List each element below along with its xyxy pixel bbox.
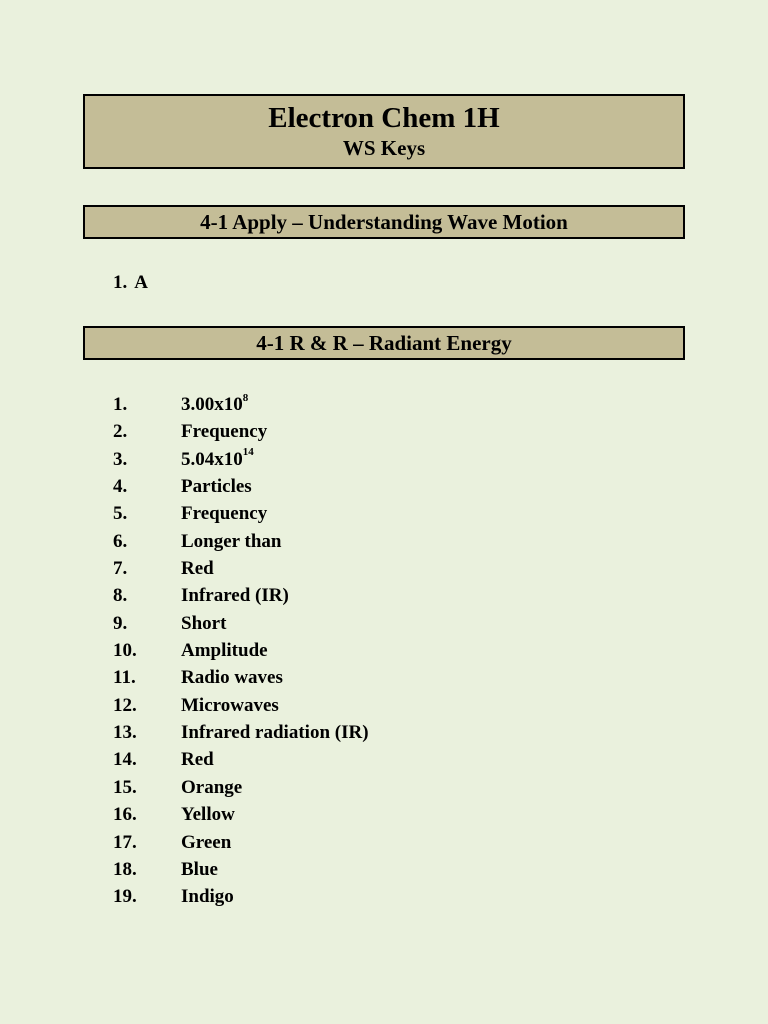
list-item xyxy=(113,418,369,445)
item-answer: A xyxy=(134,272,148,293)
item-answer: Green xyxy=(181,831,232,853)
item-answer: Red xyxy=(181,558,214,580)
item-number: 16. xyxy=(113,804,137,826)
item-answer: Red xyxy=(181,749,214,771)
item-answer: 3.00x10 xyxy=(181,394,243,415)
section-heading-radiant-energy: 4-1 R & R – Radiant Energy xyxy=(83,326,685,360)
item-answer: Amplitude xyxy=(181,640,268,662)
section-heading-wave-motion: 4-1 Apply – Understanding Wave Motion xyxy=(83,205,685,239)
item-number: 9. xyxy=(113,612,128,634)
item-number: 6. xyxy=(113,530,128,552)
list-item xyxy=(113,610,369,637)
item-number: 15. xyxy=(113,776,137,798)
item-number: 2. xyxy=(113,421,128,443)
item-answer: Yellow xyxy=(181,804,235,826)
item-number: 10. xyxy=(113,640,137,662)
item-exponent: 8 xyxy=(242,391,249,404)
list-item xyxy=(113,528,369,555)
list-item xyxy=(113,500,369,527)
item-answer: Infrared (IR) xyxy=(181,585,289,607)
list-item xyxy=(113,829,369,856)
list-item xyxy=(113,664,369,691)
list-item xyxy=(113,801,369,828)
item-answer: Frequency xyxy=(181,503,268,525)
item-answer: Frequency xyxy=(181,421,268,443)
item-answer: Short xyxy=(181,612,227,634)
page-subtitle: WS Keys xyxy=(342,136,426,160)
list-item xyxy=(113,473,369,500)
list-item xyxy=(113,719,369,746)
list-item xyxy=(113,883,369,910)
item-number: 19. xyxy=(113,886,137,908)
answer-list xyxy=(113,391,369,911)
item-answer: Blue xyxy=(181,858,218,880)
item-number: 11. xyxy=(113,667,136,689)
list-item xyxy=(113,446,369,473)
item-exponent: 14 xyxy=(242,446,254,459)
item-number: 1. xyxy=(113,272,128,293)
item-answer: Orange xyxy=(181,776,243,798)
item-number: 4. xyxy=(113,476,128,498)
list-item xyxy=(113,856,369,883)
list-item xyxy=(113,637,369,664)
item-answer: Particles xyxy=(181,476,252,498)
item-number: 8. xyxy=(113,585,128,607)
list-item xyxy=(113,746,369,773)
item-answer: Radio waves xyxy=(181,667,283,689)
item-answer: Microwaves xyxy=(181,694,279,716)
list-item xyxy=(113,692,369,719)
item-number: 7. xyxy=(113,558,128,580)
item-number: 18. xyxy=(113,858,137,880)
list-item xyxy=(113,391,369,418)
item-number: 1. xyxy=(113,394,128,415)
list-item xyxy=(113,582,369,609)
item-number: 12. xyxy=(113,694,137,716)
item-answer: Longer than xyxy=(181,530,282,552)
item-number: 14. xyxy=(113,749,137,771)
item-answer: Infrared radiation (IR) xyxy=(181,722,369,744)
title-box xyxy=(83,94,685,169)
list-item xyxy=(113,774,369,801)
item-number: 17. xyxy=(113,831,137,853)
page-title: Electron Chem 1H xyxy=(268,102,500,134)
item-number: 13. xyxy=(113,722,137,744)
item-number: 3. xyxy=(113,448,128,470)
item-number: 5. xyxy=(113,503,128,525)
list-item xyxy=(113,555,369,582)
item-answer: Indigo xyxy=(181,886,234,908)
item-answer: 5.04x10 xyxy=(181,448,243,470)
list-item xyxy=(113,271,148,295)
